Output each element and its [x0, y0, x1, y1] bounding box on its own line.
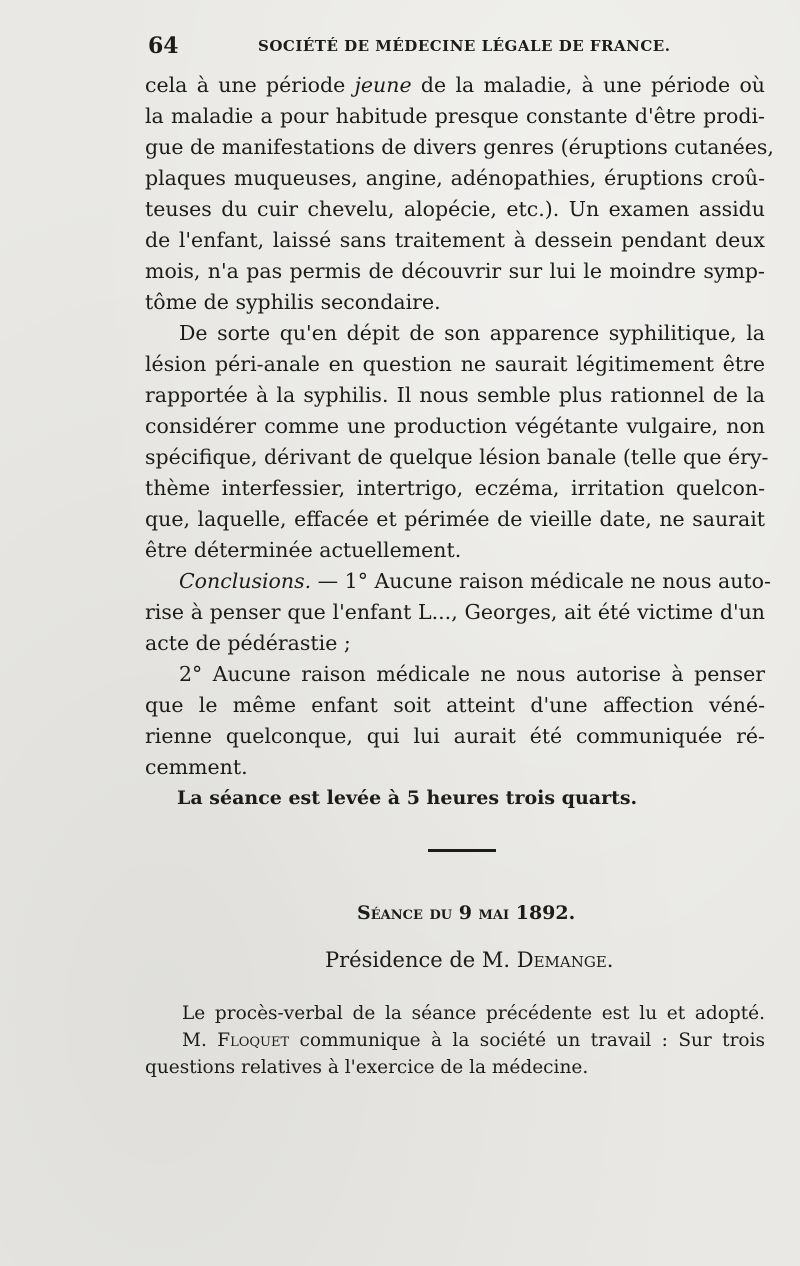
- text-line: spécifique, dérivant de quelque lésion banale (telle que éry-: [145, 445, 769, 469]
- text-line: questions relatives à l'exercice de la médecine.: [145, 1057, 589, 1078]
- conclusions-label: Conclusions.: [179, 569, 312, 593]
- text-line: acte de pédérastie ;: [145, 631, 351, 655]
- text-line: thème interfessier, intertrigo, eczéma, irritation quelcon-: [145, 476, 765, 500]
- session-closing: La séance est levée à 5 heures trois quarts.: [177, 787, 638, 809]
- president-name: Demange.: [516, 948, 614, 972]
- text-line: lésion péri-anale en question ne saurait légitimement être: [145, 352, 765, 376]
- text-line: tôme de syphilis secondaire.: [145, 290, 441, 314]
- text-line: 2° Aucune raison médicale ne nous autorise à penser: [179, 662, 765, 686]
- text-line: de l'enfant, laissé sans traitement à dessein pendant deux: [145, 228, 765, 252]
- conclusions-2: [145, 659, 765, 783]
- text-line: gue de manifestations de divers genres (éruptions cutanées,: [145, 135, 774, 159]
- text-line: être déterminée actuellement.: [145, 538, 462, 562]
- text-line: De sorte qu'en dépit de son apparence syphilitique, la: [179, 321, 765, 345]
- body-text: [145, 70, 774, 783]
- text-line: considérer comme une production végétante vulgaire, non: [145, 414, 765, 438]
- page-number: 64: [148, 33, 179, 59]
- text-line: Conclusions. — 1° Aucune raison médicale ne nous auto-: [179, 569, 771, 593]
- text-line: rise à penser que l'enfant L..., Georges, ait été victime d'un: [145, 600, 765, 624]
- conclusions-1: [145, 566, 771, 659]
- text-line: mois, n'a pas permis de découvrir sur lui le moindre symp-: [145, 259, 765, 283]
- running-head: SOCIÉTÉ DE MÉDECINE LÉGALE DE FRANCE.: [258, 37, 671, 55]
- text-line: que, laquelle, effacée et périmée de vieille date, ne saurait: [145, 507, 765, 531]
- text-line: rapportée à la syphilis. Il nous semble plus rationnel de la: [145, 383, 765, 407]
- text-line: que le même enfant soit atteint d'une affection véné-: [145, 693, 765, 717]
- minutes-text: [145, 1000, 765, 1081]
- speaker-name: Floquet: [217, 1030, 290, 1051]
- text-line: rienne quelconque, qui lui aurait été communiquée ré-: [145, 724, 765, 748]
- paragraph-2: [145, 318, 769, 566]
- section-divider: [428, 849, 496, 852]
- session-heading: Séance du 9 mai 1892.: [357, 902, 576, 924]
- text-line: Le procès-verbal de la séance précédente est lu et adopté.: [182, 1003, 765, 1024]
- paragraph-1: [145, 70, 774, 318]
- presidency-line: Présidence de M. Demange.: [325, 948, 614, 972]
- text-line: teuses du cuir chevelu, alopécie, etc.). Un examen assidu: [145, 197, 765, 221]
- text-line: cemment.: [145, 755, 248, 779]
- text-line: plaques muqueuses, angine, adénopathies, éruptions croû-: [145, 166, 765, 190]
- text-line: la maladie a pour habitude presque constante d'être prodi-: [145, 104, 765, 128]
- text-line: M. Floquet communique à la société un travail : Sur trois: [182, 1030, 765, 1051]
- page-header: [148, 33, 760, 63]
- text-line: cela à une période jeune de la maladie, à une période où: [145, 73, 765, 97]
